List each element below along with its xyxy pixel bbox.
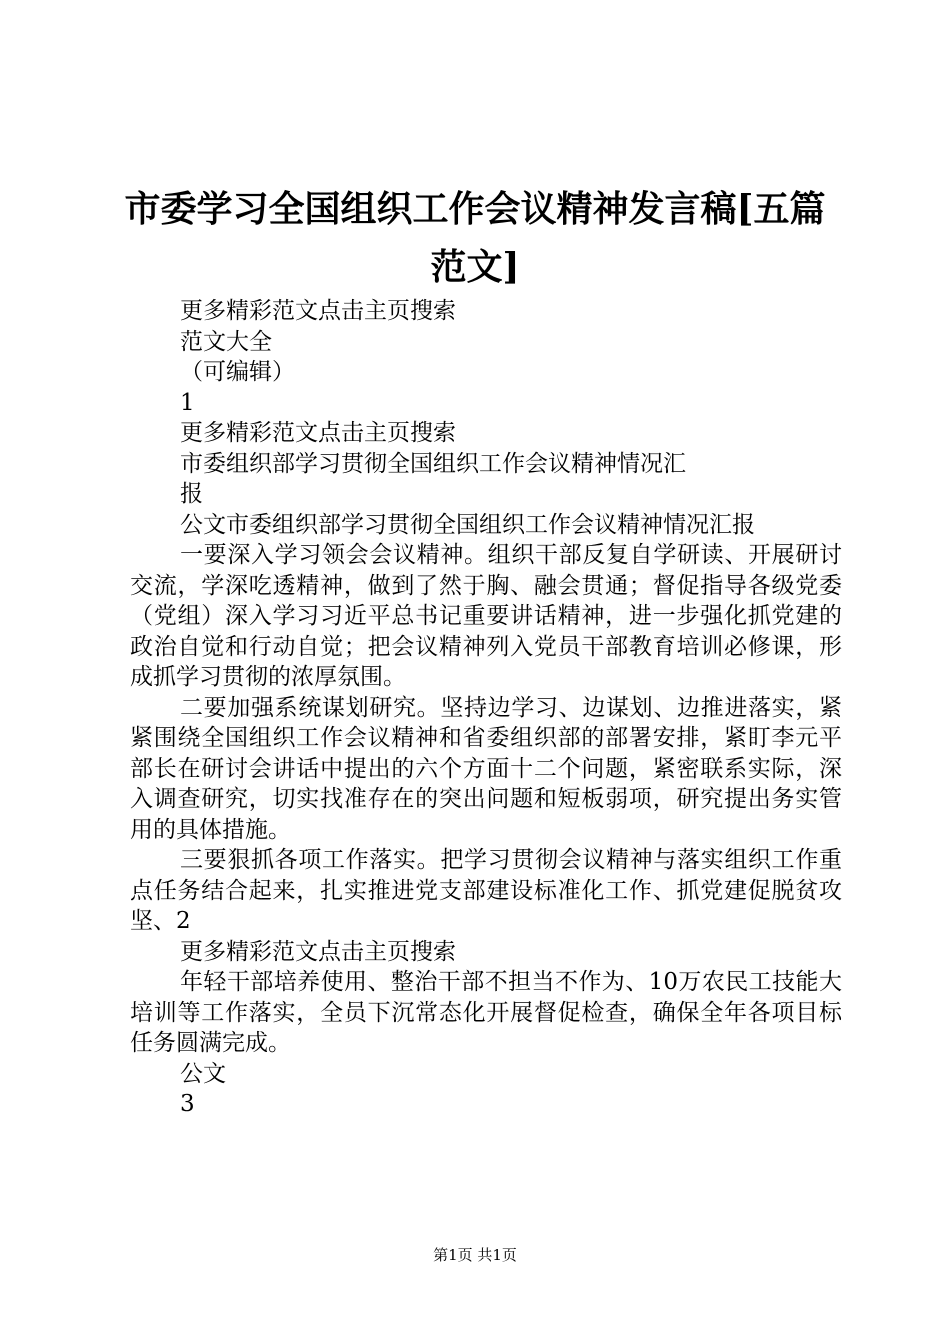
paragraph: 一要深入学习领会会议精神。组织干部反复自学研读、开展研讨交流，学深吃透精神，做到了然于胸、融会贯通；督促指导各级党委（党组）深入学习习近平总书记重要讲话精神，进一步强化抓党建的政治自觉和行动自觉；把会议精神列入党员干部教育培训必修课，形成抓学习贯彻的浓厚氛围。 <box>130 542 842 690</box>
paragraph: 三要狠抓各项工作落实。把学习贯彻会议精神与落实组织工作重点任务结合起来，扎实推进党支部建设标准化工作、抓党建促脱贫攻坚、2 <box>130 847 842 934</box>
title-line-2: 范文] <box>430 246 520 288</box>
title-line-1: 市委学习全国组织工作会议精神发言稿[五篇 <box>124 188 826 230</box>
promo-line: 更多精彩范文点击主页搜索 <box>180 938 456 965</box>
text-line: （可编辑） <box>180 359 295 385</box>
text-line: 公文市委组织部学习贯彻全国组织工作会议精神情况汇报 <box>180 511 755 538</box>
paragraph: 二要加强系统谋划研究。坚持边学习、边谋划、边推进落实，紧紧围绕全国组织工作会议精神和省委组织部的部署安排，紧盯李元平部长在研讨会讲话中提出的六个方面十二个问题，紧密联系实际，深入调查研究，切实找准存在的突出问题和短板弱项，研究提出务实管用的具体措施。 <box>130 694 842 843</box>
document-body <box>130 296 842 1120</box>
section-heading: 市委组织部学习贯彻全国组织工作会议精神情况汇 <box>180 450 686 477</box>
promo-line: 更多精彩范文点击主页搜索 <box>180 298 456 324</box>
page-marker: 3 <box>180 1091 195 1117</box>
text-line: 范文大全 <box>180 328 272 355</box>
promo-line: 更多精彩范文点击主页搜索 <box>180 420 456 446</box>
text-line: 公文 <box>180 1060 226 1087</box>
page-footer: 第1页 共1页 <box>433 1246 517 1264</box>
paragraph: 年轻干部培养使用、整治干部不担当不作为、10万农民工技能大培训等工作落实，全员下沉常态化开展督促检查，确保全年各项目标任务圆满完成。 <box>130 969 842 1056</box>
document-title <box>120 180 830 296</box>
section-heading-cont: 报 <box>180 481 203 507</box>
page-marker: 1 <box>180 389 195 416</box>
